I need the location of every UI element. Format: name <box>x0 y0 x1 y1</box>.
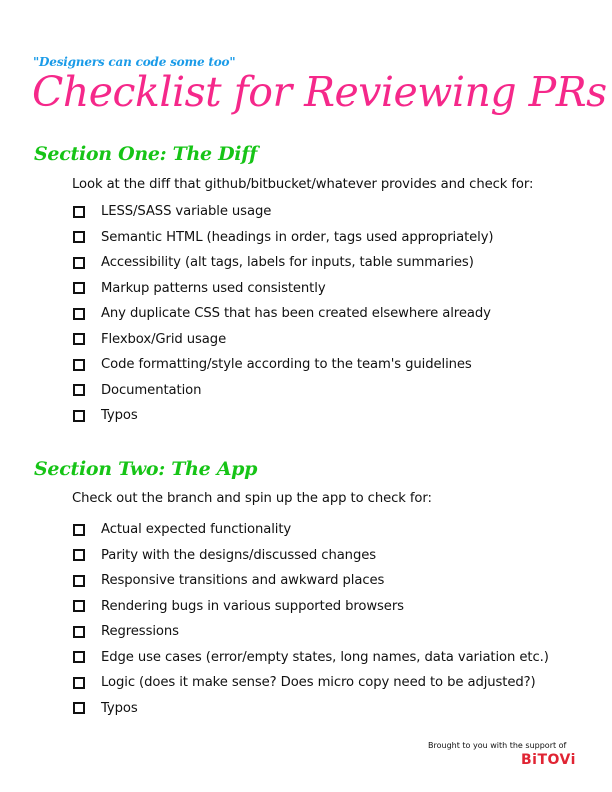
checklist-item[interactable] <box>73 225 493 251</box>
checkbox[interactable] <box>73 231 85 243</box>
checkbox[interactable] <box>73 206 85 218</box>
checklist-item-label: Documentation <box>101 382 202 398</box>
checklist-item-label: LESS/SASS variable usage <box>101 204 272 220</box>
checklist-item-label: Logic (does it make sense? Does micro copy need to be adjusted?) <box>101 675 536 691</box>
checkbox[interactable] <box>73 333 85 345</box>
checkbox[interactable] <box>73 524 85 536</box>
checklist-item[interactable] <box>73 352 493 378</box>
checklist-item-label: Responsive transitions and awkward places <box>101 573 385 589</box>
checklist-item[interactable] <box>73 696 549 722</box>
checklist-item-label: Actual expected functionality <box>101 522 292 538</box>
section-two-title: Section Two: The App <box>34 458 258 480</box>
section-one-title: Section One: The Diff <box>34 143 257 165</box>
checkbox[interactable] <box>73 384 85 396</box>
checklist-item-label: Typos <box>101 700 138 716</box>
checklist-item[interactable] <box>73 645 549 671</box>
checklist-item-label: Typos <box>101 408 138 424</box>
checklist-item[interactable] <box>73 568 549 594</box>
checkbox[interactable] <box>73 410 85 422</box>
checklist-item[interactable] <box>73 517 549 543</box>
page-title: Checklist for Reviewing PRs <box>32 68 607 116</box>
checklist-item[interactable] <box>73 276 493 302</box>
checkbox[interactable] <box>73 626 85 638</box>
checklist-item-label: Edge use cases (error/empty states, long names, data variation etc.) <box>101 649 549 665</box>
checkbox[interactable] <box>73 549 85 561</box>
checklist-item-label: Semantic HTML (headings in order, tags used appropriately) <box>101 229 494 245</box>
section-two-checklist <box>73 517 549 721</box>
checklist-item-label: Parity with the designs/discussed changes <box>101 547 376 563</box>
checklist-item-label: Accessibility (alt tags, labels for inputs, table summaries) <box>101 255 474 271</box>
checkbox[interactable] <box>73 600 85 612</box>
tagline: "Designers can code some too" <box>33 55 236 69</box>
checklist-item-label: Rendering bugs in various supported browsers <box>101 598 404 614</box>
checklist-item[interactable] <box>73 403 493 429</box>
section-one-intro: Look at the diff that github/bitbucket/whatever provides and check for: <box>72 177 534 192</box>
checkbox[interactable] <box>73 308 85 320</box>
checklist-item-label: Markup patterns used consistently <box>101 280 326 296</box>
checklist-item-label: Code formatting/style according to the team's guidelines <box>101 357 472 373</box>
checklist-item-label: Regressions <box>101 624 179 640</box>
checklist-item-label: Flexbox/Grid usage <box>101 331 227 347</box>
checkbox[interactable] <box>73 575 85 587</box>
checklist-item-label: Any duplicate CSS that has been created elsewhere already <box>101 306 491 322</box>
checklist-item[interactable] <box>73 327 493 353</box>
checkbox[interactable] <box>73 257 85 269</box>
checkbox[interactable] <box>73 651 85 663</box>
checkbox[interactable] <box>73 702 85 714</box>
checklist-item[interactable] <box>73 543 549 569</box>
section-one-checklist <box>73 199 493 429</box>
checkbox[interactable] <box>73 677 85 689</box>
checkbox[interactable] <box>73 282 85 294</box>
checklist-item[interactable] <box>73 199 493 225</box>
checklist-item[interactable] <box>73 250 493 276</box>
checkbox[interactable] <box>73 359 85 371</box>
credit-text: Brought to you with the support of <box>428 741 567 750</box>
checklist-item[interactable] <box>73 594 549 620</box>
checklist-item[interactable] <box>73 378 493 404</box>
bitovi-logo: BiTOVi <box>521 752 576 768</box>
section-two-intro: Check out the branch and spin up the app to check for: <box>72 491 432 506</box>
checklist-item[interactable] <box>73 619 549 645</box>
checklist-item[interactable] <box>73 670 549 696</box>
checklist-item[interactable] <box>73 301 493 327</box>
